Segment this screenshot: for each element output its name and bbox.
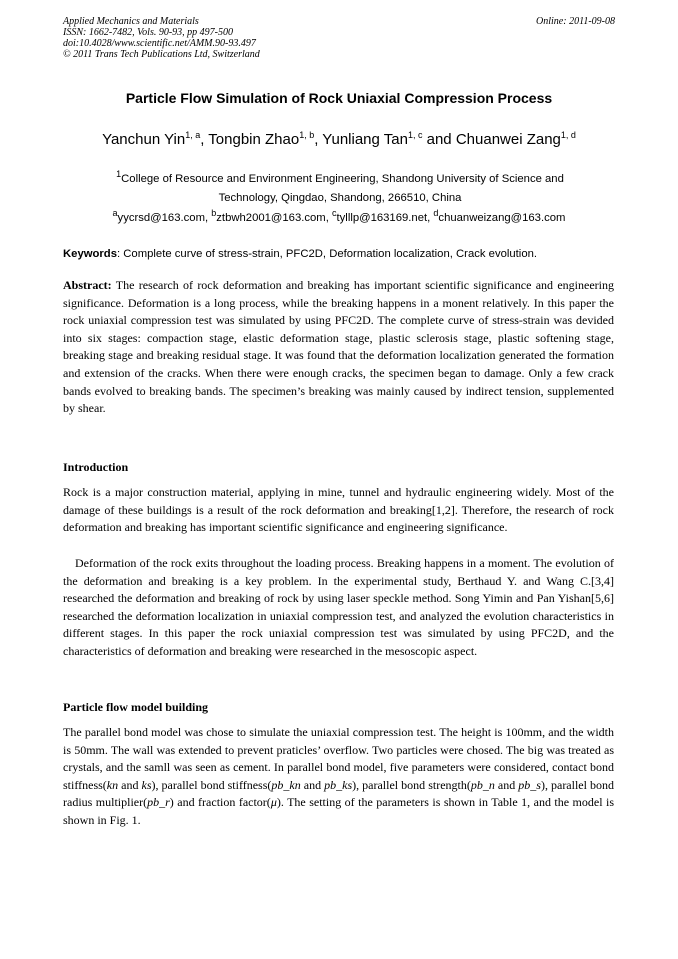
copyright-line: © 2011 Trans Tech Publications Ltd, Switzerland xyxy=(63,49,260,60)
email-list: $^a$yycrsd@163.com, $^b$ztbwh2001@163.com, $^c$tylllp@163169.net, $^d$chuanweizang@163.com xyxy=(112,208,566,224)
intro-paragraph-2: Deformation of the rock exits throughout the loading process. Breaking happens in a moment. The evolution of the deformation and breaking is a key problem. In the experimental study, Berthaud Y. and Wang C.[3,4] researched the deformation and breaking of rock by using laser speckle method. Song Yimin and Pan Yishan[5,6] researched the deformation localization in uniaxial compression test, and analyzed the evolution characteristics in different stages. In this paper the rock uniaxial compression test was simulated by using PFC2D, and the characteristics of deformation and breaking were researched in the mesoscopic aspect. xyxy=(63,556,614,658)
section-heading-model: Particle flow model building xyxy=(63,700,208,714)
email[interactable]: $^d$chuanweizang@163.com xyxy=(433,208,566,224)
online-date: Online: 2011-09-08 xyxy=(536,16,615,27)
intro-paragraph-1: Rock is a major construction material, applying in mine, tunnel and hydraulic engineering widely. Most of the damage of these buildings is a result of the rock deformation and breaking[1,2]. Therefore, the research of rock deformation and breaking has important scientific significance and engineering significance. xyxy=(63,485,614,535)
author: Chuanwei Zang$^{1, d}$ xyxy=(455,130,576,148)
email[interactable]: $^a$yycrsd@163.com xyxy=(112,208,205,224)
author: Yanchun Yin$^{1, a}$, xyxy=(102,130,209,148)
journal-name: Applied Mechanics and Materials xyxy=(63,16,199,27)
abstract-text: The research of rock deformation and breaking has important scientific significance and engineering significance. Deformation is a long process, while the breaking happens in a monent relatively. In this paper the rock uniaxial compression test was simulated by using PFC2D. The complete curve of stress-strain was devided into six stages: compaction stage, elastic deformation stage, plastic sclerosis stage, plastic softening stage, breaking stage and breaking residual stage. It was found that the deformation localization generated the formation and extension of the cracks. When there were enough cracks, the specimen began to damage. Only a few crack bands evolved to breaking bands. The specimen’s breaking was mainly caused by indirect tension, supplemented by shear. xyxy=(63,278,614,416)
email[interactable]: $^b$ztbwh2001@163.com xyxy=(211,208,326,224)
author-list xyxy=(0,130,678,148)
keywords xyxy=(63,248,615,260)
section-heading-introduction: Introduction xyxy=(63,460,129,474)
affiliation-line-2: Technology, Qingdao, Shandong, 266510, China xyxy=(218,191,462,204)
journal-header xyxy=(63,16,615,60)
abstract xyxy=(63,277,614,418)
abstract-label: Abstract: xyxy=(63,278,112,292)
paper-title: Particle Flow Simulation of Rock Uniaxial Compression Process xyxy=(125,90,553,106)
author: Yunliang Tan$^{1, c}$ and xyxy=(322,130,456,148)
author: Tongbin Zhao$^{1, b}$, xyxy=(208,130,323,148)
keywords-text: : Complete curve of stress-strain, PFC2D, Deformation localization, Crack evolution. xyxy=(117,248,538,260)
affiliation xyxy=(70,165,610,208)
doi-line[interactable]: doi:10.4028/www.scientific.net/AMM.90-93.497 xyxy=(63,38,256,49)
issn-line: ISSN: 1662-7482, Vols. 90-93, pp 497-500 xyxy=(63,27,233,38)
email[interactable]: $^c$tylllp@163169.net xyxy=(332,208,428,224)
keywords-label: Keywords xyxy=(63,248,117,260)
affiliation-line-1: $^1$College of Resource and Environment Engineering, Shandong University of Science and xyxy=(116,169,564,185)
model-paragraph: The parallel bond model was chose to simulate the uniaxial compression test. The height is 100mm, and the width is 50mm. The wall was extended to prevent praticles’ overflow. Two particles were chosed. The big was treated as crystals, and the samll was seen as cement. In parallel bond model, five parameters were considered, contact bond stiffness(kn and ks), parallel bond stiffness(pb_kn and pb_ks), parallel bond strength(pb_n and pb_s), parallel bond radius multiplier(pb_r) and fraction factor(μ). The setting of the parameters is shown in Table 1, and the model is shown in Fig. 1. xyxy=(63,725,615,827)
